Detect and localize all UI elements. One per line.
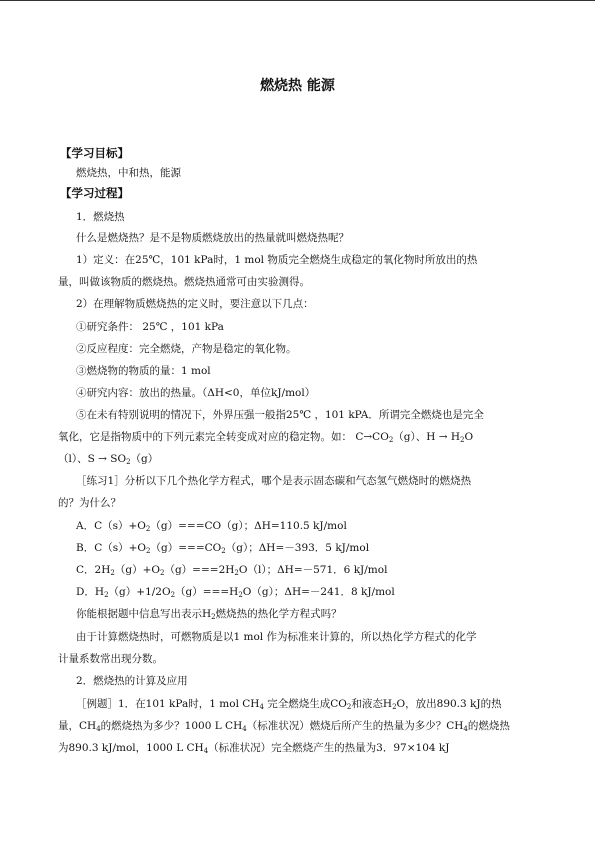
section-heading-goals: 【学习目标】: [60, 146, 129, 160]
equation-d: D．$H_2(g)+1/2O_2(g)===H_2O(g)$；ΔH=－241．8 kJ/mol: [76, 586, 395, 599]
question-1: 什么是燃烧热？是不是物质燃烧放出的热量就叫燃烧热呢？: [76, 232, 349, 244]
example-line-2: 量，$CH_4$的燃烧热为多少？1000 L $CH_4$（标准状况）燃烧后所产生的热量为多少？$CH_4$的燃烧热: [58, 720, 510, 733]
exercise-1-line-2: 的？为什么？: [58, 497, 121, 509]
attention-line: 2）在理解物质燃烧热的定义时，要注意以下几点：: [76, 298, 314, 310]
point-5-line-2: 氧化，它是指物质中的下列元素完全转变成对应的稳定物。如： $C\to CO_2(g)$、$H \to H_2O$: [58, 431, 474, 444]
question-2: 你能根据题中信息写出表示$H_2$燃烧热的热化学方程式吗？: [76, 608, 342, 621]
header-rule: [0, 0, 595, 1]
page-title: 燃烧热 能源: [260, 78, 335, 94]
item1-heading: 1．燃烧热: [76, 211, 125, 223]
point-4: ④研究内容：放出的热量。（ΔH<0，单位kJ/mol）: [76, 387, 316, 399]
goal-text: 燃烧热，中和热，能源: [76, 167, 181, 179]
point-2: ②反应程度：完全燃烧，产物是稳定的氧化物。: [76, 343, 297, 355]
point-5-line-1: ⑤在未有特别说明的情况下，外界压强一般指25℃ ，101 kPA．所谓完全燃烧也是完全: [76, 409, 484, 421]
equation-c: C．$2H_2(g)+O_2(g)===2H_2O(l)$；ΔH=－571．6 kJ/mol: [76, 564, 388, 577]
equation-b: B．$C(s)+O_2(g)===CO_2(g)$；ΔH=－393．5 kJ/mol: [76, 542, 370, 555]
section-heading-process: 【学习过程】: [60, 186, 129, 200]
example-line-3: 为890.3 kJ/mol，1000 L $CH_4$（标准状况）完全燃烧产生的热量为3．97×104 kJ: [58, 742, 450, 755]
definition-line-2: 量，叫做该物质的燃烧热。燃烧热通常可由实验测得。: [58, 276, 310, 288]
point-1: ①研究条件： 25℃ ，101 kPa: [76, 321, 224, 333]
note-line-1: 由于计算燃烧热时，可燃物质是以1 mol 作为标准来计算的，所以热化学方程式的化学: [76, 631, 477, 643]
item2-heading: 2．燃烧热的计算及应用: [76, 675, 188, 687]
example-line-1: ［例题］1．在101 kPa时，1 mol $CH_4$ 完全燃烧生成$CO_2$和液态$H_2O$，放出890.3 kJ的热: [76, 698, 502, 711]
point-3: ③燃烧物的物质的量：1 mol: [76, 365, 211, 377]
exercise-1-line-1: ［练习1］分析以下几个热化学方程式，哪个是表示固态碳和气态氢气燃烧时的燃烧热: [76, 475, 472, 487]
point-5-line-3: （l）、$S \to SO_2(g)$: [58, 453, 159, 466]
definition-line-1: 1）定义：在25℃，101 kPa时，1 mol 物质完全燃烧生成稳定的氧化物时所放出的热: [76, 254, 478, 266]
equation-a: A．$C(s)+O_2(g)===CO(g)$；ΔH=110.5 kJ/mol: [76, 520, 347, 533]
note-line-2: 计量系数常出现分数。: [58, 653, 163, 665]
